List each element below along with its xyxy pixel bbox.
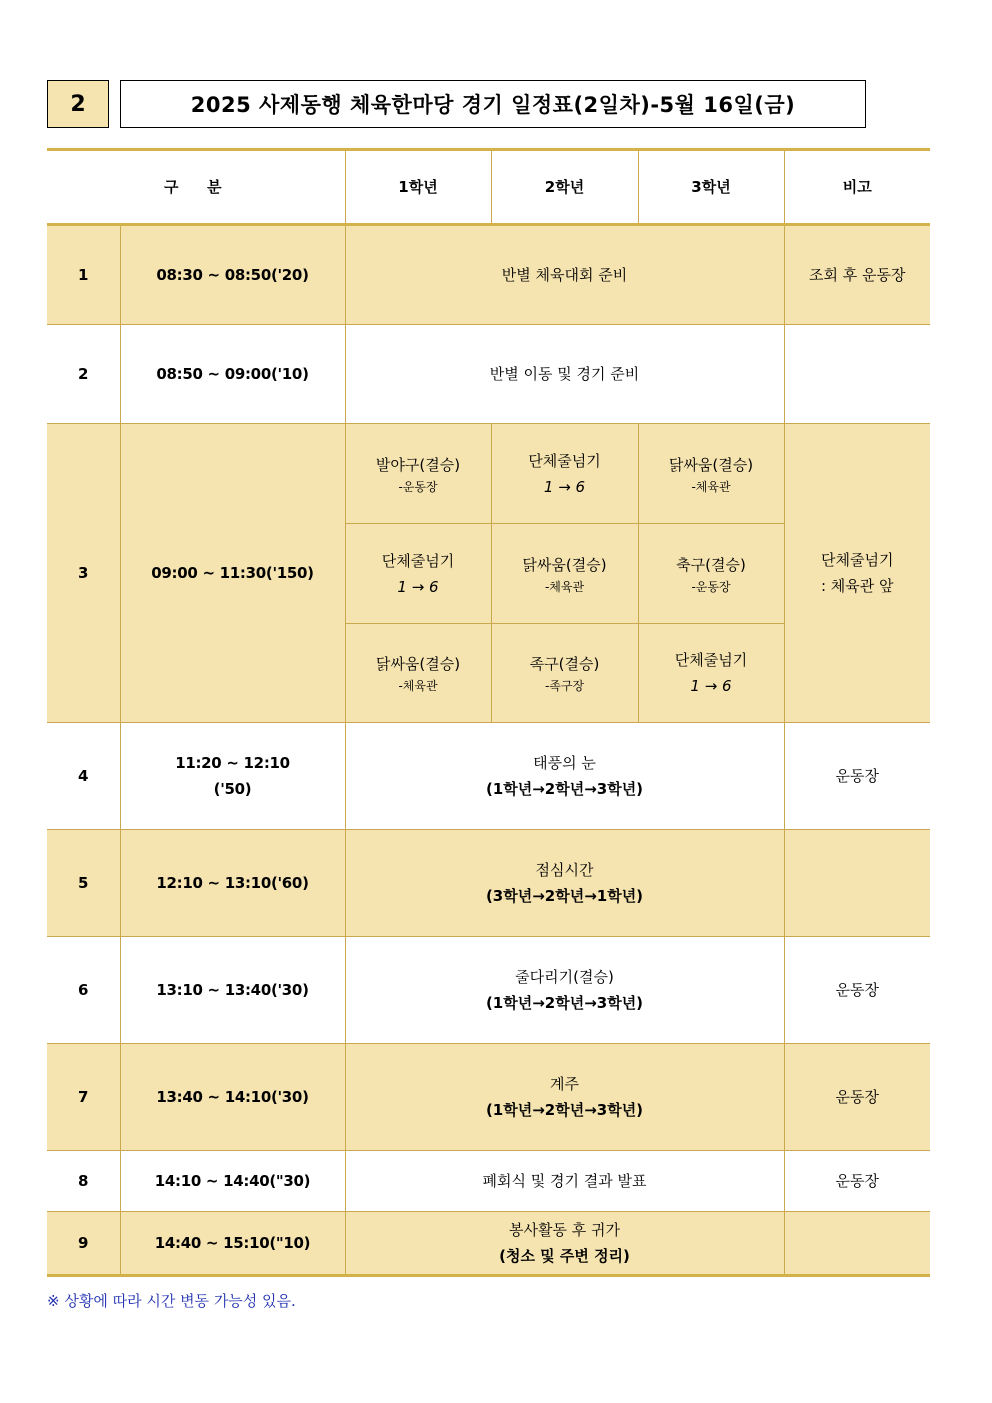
event-cell — [638, 624, 784, 723]
row-number: 2 — [47, 325, 120, 424]
row-event — [345, 830, 784, 937]
event-name: 족구(결승) — [529, 655, 600, 673]
row-note: 운동장 — [784, 1151, 930, 1212]
table-header-row — [47, 150, 930, 225]
event-name: 닭싸움(결승) — [668, 455, 754, 474]
row-note — [784, 830, 930, 937]
event-name: 닭싸움(결승) — [375, 655, 461, 673]
time-line: 11:20 ~ 12:10 — [175, 754, 290, 772]
row-time: 13:40 ~ 14:10('30) — [120, 1044, 345, 1151]
row-number: 5 — [47, 830, 120, 937]
row-number: 8 — [47, 1151, 120, 1212]
row-time: 14:40 ~ 15:10("10) — [120, 1212, 345, 1276]
table-row — [47, 225, 930, 325]
row-time: 13:10 ~ 13:40('30) — [120, 937, 345, 1044]
row-time: 08:50 ~ 09:00('10) — [120, 325, 345, 424]
note-line: 단체줄넘기 — [821, 551, 894, 569]
event-line: (1학년→2학년→3학년) — [485, 780, 644, 798]
header-grade1: 1학년 — [345, 150, 491, 225]
schedule-table — [47, 148, 930, 1277]
row-note — [784, 1212, 930, 1276]
event-line: 태풍의 눈 — [533, 754, 596, 772]
row-note: 운동장 — [784, 723, 930, 830]
time-line: ('50) — [213, 780, 252, 798]
event-cell — [491, 524, 638, 624]
event-line: (청소 및 주변 정리) — [499, 1247, 630, 1265]
event-name: 단체줄넘기 — [528, 451, 601, 470]
event-location: -체육관 — [691, 479, 731, 494]
row-note: 운동장 — [784, 937, 930, 1044]
event-location: -체육관 — [544, 579, 585, 594]
event-location: -운동장 — [691, 579, 731, 594]
header-note: 비고 — [784, 150, 930, 225]
event-location: -족구장 — [544, 679, 585, 693]
row-time: 14:10 ~ 14:40("30) — [120, 1151, 345, 1212]
row-event: 폐회식 및 경기 결과 발표 — [345, 1151, 784, 1212]
row-time: 12:10 ~ 13:10('60) — [120, 830, 345, 937]
event-name: 단체줄넘기 — [674, 651, 748, 669]
row-number: 6 — [47, 937, 120, 1044]
event-name: 단체줄넘기 — [381, 551, 455, 570]
table-row — [47, 1044, 930, 1151]
table-row — [47, 1212, 930, 1276]
table-row — [47, 830, 930, 937]
event-order: 1 → 6 — [690, 677, 732, 695]
event-line: (1학년→2학년→3학년) — [485, 994, 644, 1012]
header-category: 구 분 — [47, 150, 345, 225]
row-number: 4 — [47, 723, 120, 830]
row-number: 3 — [47, 424, 120, 723]
row-number: 7 — [47, 1044, 120, 1151]
row-event: 반별 체육대회 준비 — [345, 225, 784, 325]
note-line: : 체육관 앞 — [820, 577, 894, 595]
footnote: ※ 상황에 따라 시간 변동 가능성 있음. — [47, 1292, 296, 1310]
event-cell — [345, 524, 491, 624]
row-note: 운동장 — [784, 1044, 930, 1151]
table-row — [47, 424, 930, 524]
row-event — [345, 723, 784, 830]
event-location: -체육관 — [398, 679, 438, 693]
row-time: 08:30 ~ 08:50('20) — [120, 225, 345, 325]
table-row — [47, 723, 930, 830]
event-cell — [491, 624, 638, 723]
event-line: 계주 — [550, 1075, 579, 1093]
header-grade2: 2학년 — [491, 150, 638, 225]
page-title: 2025 사제동행 체육한마당 경기 일정표(2일차)-5월 16일(금) — [120, 80, 866, 128]
table-row — [47, 937, 930, 1044]
event-cell — [638, 424, 784, 524]
row-note: 조회 후 운동장 — [784, 225, 930, 325]
row-time — [120, 723, 345, 830]
row-number: 1 — [47, 225, 120, 325]
table-row — [47, 325, 930, 424]
event-location: -운동장 — [398, 479, 438, 494]
row-number: 9 — [47, 1212, 120, 1276]
row-event — [345, 1212, 784, 1276]
event-order: 1 → 6 — [397, 577, 439, 596]
row-note — [784, 325, 930, 424]
row-event: 반별 이동 및 경기 준비 — [345, 325, 784, 424]
event-cell — [345, 424, 491, 524]
row-event — [345, 1044, 784, 1151]
table-row — [47, 1151, 930, 1212]
event-line: (3학년→2학년→1학년) — [485, 887, 644, 905]
row-time: 09:00 ~ 11:30('150) — [120, 424, 345, 723]
event-cell — [491, 424, 638, 524]
event-cell — [638, 524, 784, 624]
event-line: 봉사활동 후 귀가 — [509, 1221, 620, 1239]
event-name: 축구(결승) — [676, 555, 746, 574]
event-cell — [345, 624, 491, 723]
event-line: 줄다리기(결승) — [515, 968, 614, 986]
row-note — [784, 424, 930, 723]
row-event — [345, 937, 784, 1044]
event-name: 발야구(결승) — [375, 455, 461, 474]
section-number: 2 — [47, 80, 109, 128]
event-line: 점심시간 — [535, 861, 594, 879]
event-order: 1 → 6 — [543, 477, 586, 496]
event-name: 닭싸움(결승) — [522, 555, 607, 574]
header-grade3: 3학년 — [638, 150, 784, 225]
event-line: (1학년→2학년→3학년) — [485, 1101, 644, 1119]
